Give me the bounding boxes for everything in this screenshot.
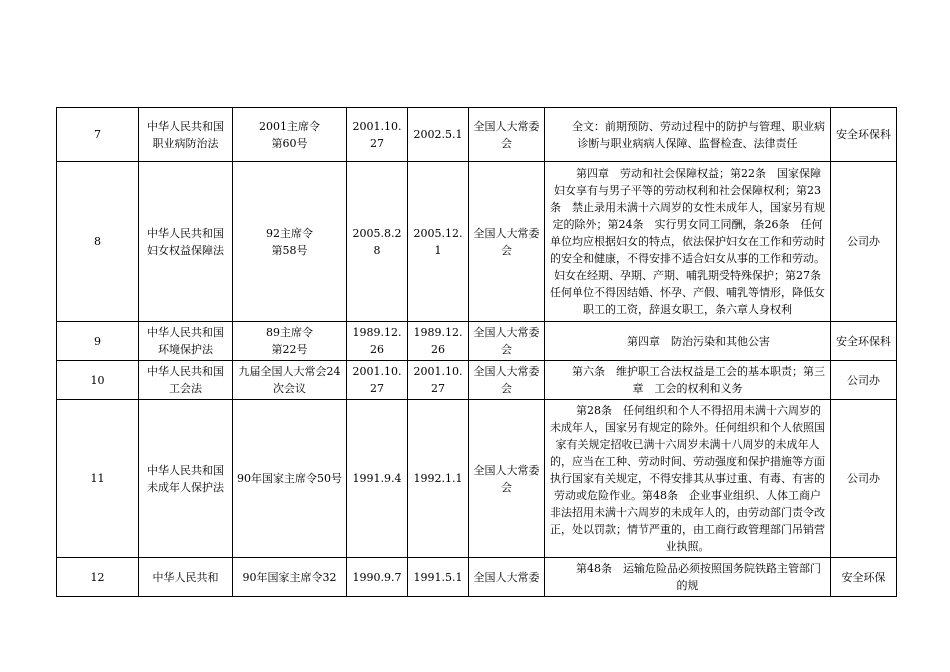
effective-date: 2005.12.1	[408, 162, 469, 322]
issuing-department: 全国人大常委会	[469, 108, 545, 162]
table-row	[57, 162, 897, 322]
issuing-department: 全国人大常委会	[469, 162, 545, 322]
applicable-content	[545, 162, 831, 322]
responsible-department: 公司办	[831, 162, 897, 322]
issue-date: 1990.9.7	[347, 558, 408, 597]
law-name: 中华人民共和国职业病防治法	[139, 108, 233, 162]
document-number: 90年国家主席令50号	[233, 400, 347, 558]
row-number: 12	[57, 558, 139, 597]
table-row	[57, 558, 897, 597]
row-number: 11	[57, 400, 139, 558]
responsible-department: 安全环保	[831, 558, 897, 597]
responsible-department: 安全环保科	[831, 108, 897, 162]
responsible-department: 安全环保科	[831, 322, 897, 361]
applicable-content	[545, 322, 831, 361]
effective-date: 1992.1.1	[408, 400, 469, 558]
document-number	[233, 162, 347, 322]
document-number-text: 92主席令 第58号	[266, 226, 313, 257]
responsible-department: 公司办	[831, 400, 897, 558]
row-number: 10	[57, 361, 139, 400]
applicable-content-text: 全文：前期预防、劳动过程中的防护与管理、职业病诊断与职业病病人保障、监督检查、法律责任	[572, 119, 825, 150]
applicable-content	[545, 361, 831, 400]
issue-date: 2001.10.27	[347, 108, 408, 162]
applicable-content-text: 第四章 劳动和社会保障权益；第22条 国家保障妇女享有与男子平等的劳动权利和社会保障权利；第23条 禁止录用未满十六周岁的女性未成年人，国家另有规定的除外；第24条 实行男女同工同酬，条26条 任何单位均应根据妇女的特点，依法保护妇女在工作和劳动时的安全和健康，不得安排不适合妇女从事的工作和劳动。妇女在经期、孕期、产期、哺乳期受特殊保护；第27条 任何单位不得因结婚、怀孕、产假、哺乳等情形，降低女职工的工资，辞退女职工，条六章人身权利	[550, 167, 832, 316]
row-number: 7	[57, 108, 139, 162]
issuing-department: 全国人大常委会	[469, 400, 545, 558]
issue-date: 1991.9.4	[347, 400, 408, 558]
table-row	[57, 361, 897, 400]
regulations-table	[56, 107, 897, 597]
issue-date: 2001.10.27	[347, 361, 408, 400]
law-name: 中华人民共和国工会法	[139, 361, 233, 400]
document-number-text: 2001主席令 第60号	[259, 119, 320, 150]
table-row	[57, 108, 897, 162]
applicable-content-text: 第六条 维护职工合法权益是工会的基本职责；第三章 工会的权利和义务	[572, 365, 825, 395]
document-number	[233, 322, 347, 361]
applicable-content-text: 第48条 运输危险品必须按照国务院铁路主管部门的规	[576, 562, 821, 592]
document-number	[233, 108, 347, 162]
table-row	[57, 400, 897, 558]
document-number-text: 89主席令 第22号	[266, 326, 313, 356]
effective-date: 2001.10.27	[408, 361, 469, 400]
table-row	[57, 322, 897, 361]
applicable-content-text: 第28条 任何组织和个人不得招用未满十六周岁的未成年人，国家另有规定的除外。任何组织和个人依照国家有关规定招收已满十六周岁未满十八周岁的未成年人的，应当在工种、劳动时间、劳动强度和保护措施等方面执行国家有关规定，不得安排其从事过重、有毒、有害的劳动或危险作业。第48条 企业事业组织、人体工商户非法招用未满十六周岁的未成年人的，由劳动部门责令改正，处以罚款；情节严重的，由工商行政管理部门吊销营业执照。	[550, 404, 825, 553]
applicable-content-text: 第四章 防治污染和其他公害	[627, 334, 770, 348]
issue-date: 2005.8.28	[347, 162, 408, 322]
applicable-content	[545, 400, 831, 558]
row-number: 9	[57, 322, 139, 361]
effective-date: 1989.12.26	[408, 322, 469, 361]
document-number: 90年国家主席令32	[233, 558, 347, 597]
issuing-department: 全国人大常委会	[469, 361, 545, 400]
law-name: 中华人民共和	[139, 558, 233, 597]
effective-date: 2002.5.1	[408, 108, 469, 162]
issue-date: 1989.12.26	[347, 322, 408, 361]
row-number: 8	[57, 162, 139, 322]
law-name: 中华人民共和国妇女权益保障法	[139, 162, 233, 322]
applicable-content	[545, 558, 831, 597]
law-name: 中华人民共和国未成年人保护法	[139, 400, 233, 558]
applicable-content	[545, 108, 831, 162]
issuing-department: 全国人大常委	[469, 558, 545, 597]
law-name: 中华人民共和国环境保护法	[139, 322, 233, 361]
document-number: 九届全国人大常会24次会议	[233, 361, 347, 400]
responsible-department: 公司办	[831, 361, 897, 400]
effective-date: 1991.5.1	[408, 558, 469, 597]
issuing-department: 全国人大常委会	[469, 322, 545, 361]
